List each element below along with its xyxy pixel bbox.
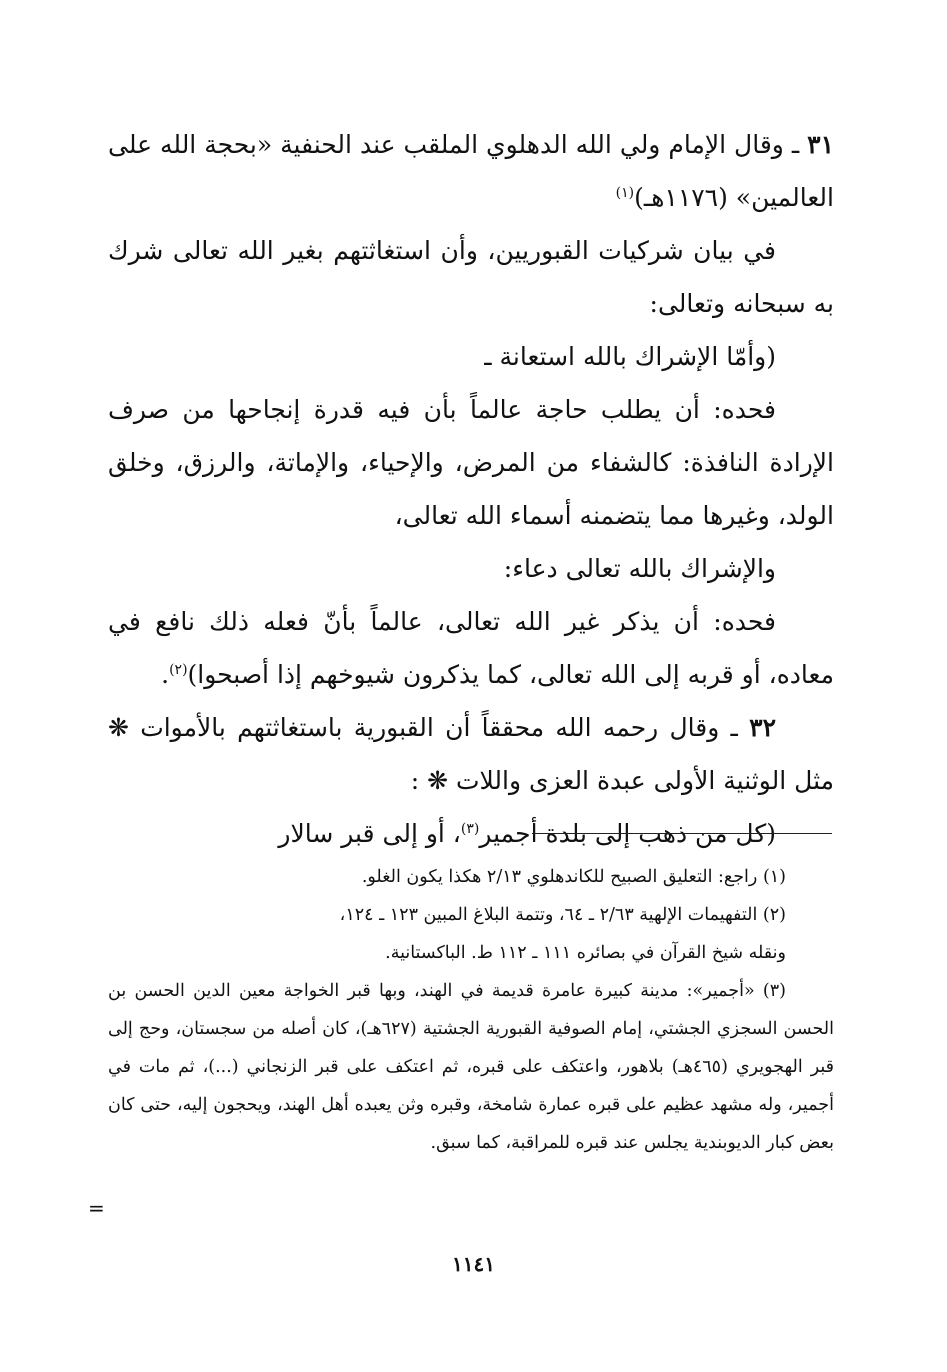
paragraph-32-text: ـ وقال رحمه الله محققاً أن القبورية باستغاثتهم بالأموات ❋ مثل الوثنية الأولى عبدة العزى واللات ❋ :: [108, 713, 834, 795]
footnote-ref-3: (٣): [460, 821, 480, 837]
footnote-3: (٣) «أجمير»: مدينة كبيرة عامرة قديمة في الهند، وبها قبر الخواجة معين الدين الحسن بن الحسن السجزي الجشتي، إمام الصوفية القبورية الجشتية (٦٢٧هـ)، كان أصله من سجستان، وحج إلى قبر الهجويري (٤٦٥هـ) بلاهور، واعتكف على قبره، ثم اعتكف على قبر الزنجاني (...)، ثم مات في أجمير، وله مشهد عظيم على قبره عمارة شامخة، وقبره وثن يعبده أهل الهند، ويحجون إليه، حتى كان بعض كبار الديوبندية يجلس عند قبره للمراقبة، كما سبق.: [108, 981, 834, 1153]
paragraph-32: [108, 701, 834, 807]
item-number-31: ٣١: [807, 130, 834, 159]
paragraph-definition-1: فحده: أن يطلب حاجة عالماً بأن فيه قدرة إنجاحها من صرف الإرادة النافذة: كالشفاء من المرض، والإحياء، والإماتة، والرزق، وخلق الولد، وغيرها مما يتضمنه أسماء الله تعالى،: [108, 395, 834, 530]
paragraph-31: [108, 118, 834, 224]
paragraph-ajmer-part1: (كل من ذهب إلى بلدة أجمير: [479, 819, 776, 848]
item-number-32: ٣٢: [749, 713, 776, 742]
footnote-1: (١) راجع: التعليق الصبيح للكاندهلوي ٢/١٣ هكذا يكون الغلو.: [361, 867, 786, 887]
footnote-2: (٢) التفهيمات الإلهية ٢/٦٣ ـ ٦٤، وتتمة البلاغ المبين ١٢٣ ـ ١٢٤،: [339, 905, 786, 925]
paragraph-definition-2-text: فحده: أن يذكر غير الله تعالى، عالماً بأنّ فعله ذلك نافع في معاده، أو قربه إلى الله تعالى، كما يذكرون شيوخهم إذا أصبحوا): [108, 607, 834, 689]
paragraph-dua: والإشراك بالله تعالى دعاء:: [503, 554, 776, 583]
page-number: ١١٤١: [452, 1252, 495, 1276]
paragraph-intro: في بيان شركيات القبوريين، وأن استغاثتهم بغير الله تعالى شرك به سبحانه وتعالى:: [108, 236, 834, 318]
paragraph-definition-2: [108, 595, 834, 701]
footnotes: [108, 858, 834, 1162]
quote-opening: (وأمّا الإشراك بالله استعانة ـ: [484, 342, 776, 371]
main-text-body: [108, 118, 834, 860]
paragraph-definition-2-end: .: [161, 660, 170, 689]
paragraph-31-text: ـ وقال الإمام ولي الله الدهلوي الملقب عند الحنفية «بحجة الله على العالمين» (١١٧٦هـ): [108, 130, 834, 212]
paragraph-ajmer-part2: ، أو إلى قبر سالار: [278, 819, 461, 848]
footnote-ref-1: (١): [615, 185, 635, 201]
footnote-separator: [532, 833, 832, 834]
footnote-ref-2: (٢): [169, 662, 188, 678]
footnote-2-continued: ونقله شيخ القرآن في بصائره ١١١ ـ ١١٢ ط. الباكستانية.: [385, 943, 786, 963]
continuation-mark: =: [88, 1196, 105, 1220]
